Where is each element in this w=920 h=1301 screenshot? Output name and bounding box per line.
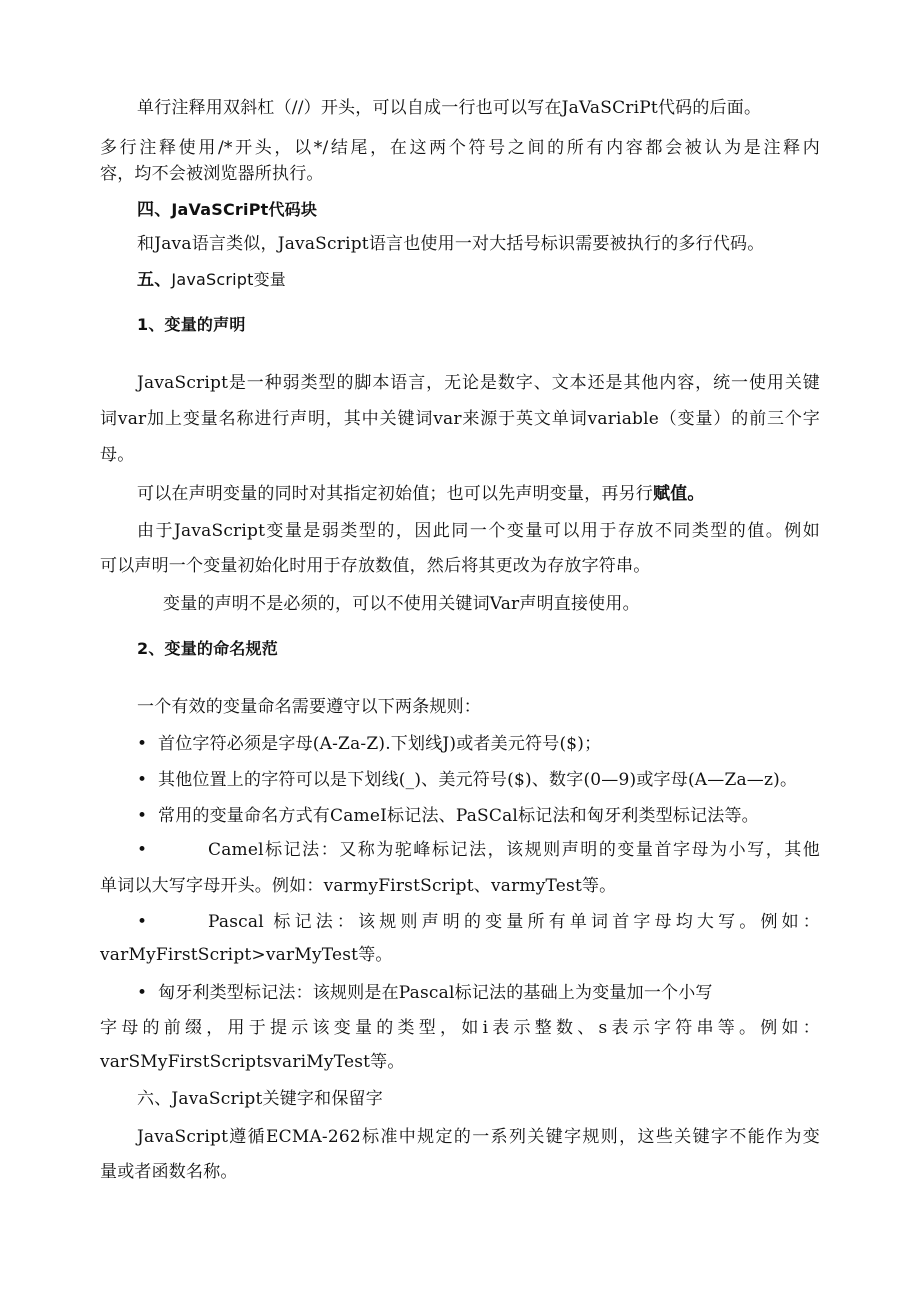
paragraph-weak-type-line-2: 可以声明一个变量初始化时用于存放数值，然后将其更改为存放字符串。 xyxy=(100,556,651,576)
list-item-pascal-line-2: varMyFirstScript>varMyTest等。 xyxy=(100,945,393,965)
list-item-first-char-text: 首位字符必须是字母(A-Za-Z).下划线J)或者美元符号($)； xyxy=(158,734,602,754)
list-item-hungarian xyxy=(137,981,147,1005)
heading-variables xyxy=(137,268,286,292)
bullet-icon: • xyxy=(137,770,148,790)
list-item-other-chars xyxy=(137,768,147,792)
paragraph-initial-value-text: 可以在声明变量的同时对其指定初始值；也可以先声明变量，再另行 xyxy=(137,484,653,504)
list-item-naming-styles-text: 常用的变量命名方式有CameI标记法、PaSCal标记法和匈牙利类型标记法等。 xyxy=(158,806,759,826)
paragraph-multiline-comment-line-2: 容，均不会被浏览器所执行。 xyxy=(100,164,324,184)
bullet-icon: • xyxy=(137,734,148,754)
bullet-icon: • xyxy=(137,806,148,826)
bullet-icon: • xyxy=(137,912,148,932)
list-item-naming-styles xyxy=(137,804,147,828)
paragraph-single-line-comment: 单行注释用双斜杠（//）开头，可以自成一行也可以写在JaVaSCriPt代码的后面。 xyxy=(137,98,762,118)
subheading-naming-rules: 2、变量的命名规范 xyxy=(137,639,278,658)
list-item-camel-line-1: Camel标记法：又称为驼峰标记法，该规则声明的变量首字母为小写，其他 xyxy=(208,840,820,860)
heading-code-block xyxy=(137,198,317,222)
paragraph-declaration-optional: 变量的声明不是必须的，可以不使用关键词Var声明直接使用。 xyxy=(163,594,640,614)
list-item-pascal-line-1: Pascal 标记法：该规则声明的变量所有单词首字母均大写。例如： xyxy=(208,912,820,932)
subheading-variable-declaration: 1、变量的声明 xyxy=(137,315,246,334)
paragraph-keywords-line-1: JavaScript遵循ECMA-262标准中规定的一系列关键字规则，这些关键字不能作为变 xyxy=(137,1127,820,1147)
paragraph-code-block: 和Java语言类似，JavaScript语言也使用一对大括号标识需要被执行的多行代码。 xyxy=(137,234,765,254)
list-item-other-chars-text: 其他位置上的字符可以是下划线(_)、美元符号($)、数字(0—9)或字母(A—Za—z)。 xyxy=(158,770,798,790)
bullet-icon: • xyxy=(137,983,148,1003)
paragraph-weak-typing-line-3: 母。 xyxy=(100,445,135,465)
paragraph-initial-value xyxy=(137,482,705,506)
paragraph-weak-typing-line-2: 词var加上变量名称进行声明，其中关键词var来源于英文单词variable（变量）的前三个字 xyxy=(100,409,820,429)
heading-code-block-number: 四、 xyxy=(137,200,172,220)
list-item-camel xyxy=(137,838,147,862)
list-item-pascal xyxy=(137,910,147,934)
list-item-first-char xyxy=(137,732,147,756)
heading-code-block-text: JaVaSCriPt代码块 xyxy=(171,200,318,219)
paragraph-initial-value-emphasis: 赋值。 xyxy=(653,484,705,504)
paragraph-weak-type-line-1: 由于JavaScript变量是弱类型的，因此同一个变量可以用于存放不同类型的值。例如 xyxy=(137,521,820,541)
list-item-hungarian-line-3: varSMyFirstScriptsvariMyTest等。 xyxy=(100,1052,405,1072)
list-item-hungarian-line-2: 字母的前缀，用于提示该变量的类型，如i表示整数、s表示字符串等。例如： xyxy=(100,1018,820,1038)
heading-variables-number: 五、 xyxy=(137,270,172,290)
heading-keywords: 六、JavaScript关键字和保留字 xyxy=(137,1089,383,1109)
paragraph-naming-intro: 一个有效的变量命名需要遵守以下两条规则： xyxy=(137,697,481,717)
list-item-hungarian-line-1: 匈牙利类型标记法：该规则是在Pascal标记法的基础上为变量加一个小写 xyxy=(158,983,713,1003)
paragraph-weak-typing-line-1: JavaScript是一种弱类型的脚本语言，无论是数字、文本还是其他内容，统一使用关键 xyxy=(137,373,820,393)
heading-variables-text: JavaScript变量 xyxy=(171,270,287,289)
paragraph-multiline-comment-line-1: 多行注释使用/*开头，以*/结尾，在这两个符号之间的所有内容都会被认为是注释内 xyxy=(100,138,820,158)
paragraph-keywords-line-2: 量或者函数名称。 xyxy=(100,1162,238,1182)
bullet-icon: • xyxy=(137,840,148,860)
list-item-camel-line-2: 单词以大写字母开头。例如：varmyFirstScript、varmyTest等。 xyxy=(100,876,617,896)
